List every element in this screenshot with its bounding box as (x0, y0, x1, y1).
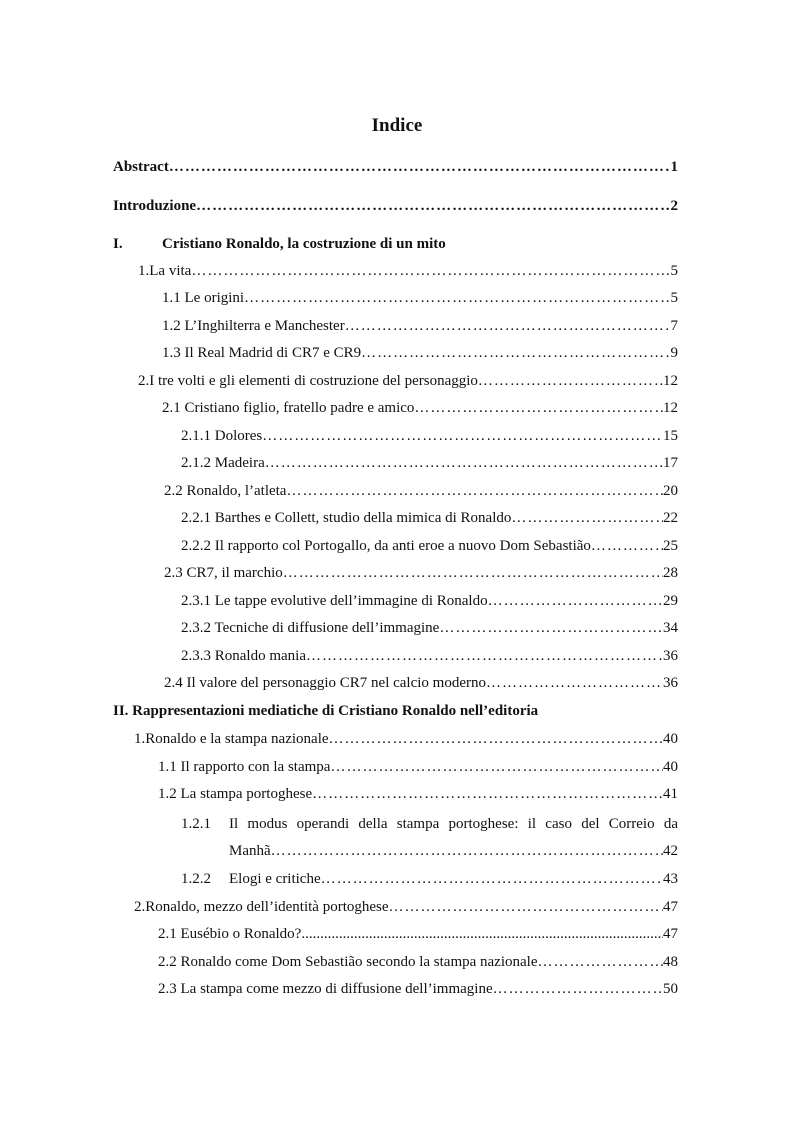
toc-leader (306, 646, 663, 666)
toc-page-number: 36 (663, 675, 678, 691)
toc-page-number: 15 (663, 428, 678, 444)
toc-entry-text: 1.2 La stampa portoghese (158, 786, 313, 802)
toc-leader (262, 426, 663, 446)
toc-entry-text: 1.2 L’Inghilterra e Manchester (162, 318, 345, 334)
toc-entry-number: 2. (134, 899, 146, 915)
toc-page-number: 12 (663, 400, 678, 416)
toc-entry-text: La vita (149, 263, 192, 279)
word: stampa (396, 816, 440, 832)
toc-leader (414, 398, 663, 418)
toc-entry-2-3-1[interactable] (181, 591, 678, 611)
toc-page-number: 12 (663, 373, 678, 389)
toc-entry-text: 2.1 Cristiano figlio, fratello padre e amico (162, 400, 415, 416)
toc-entry-1-1[interactable] (162, 288, 678, 308)
toc-entry-text: Elogi e critiche (229, 871, 321, 887)
toc-page-number: 9 (670, 345, 678, 361)
toc-leader (283, 563, 663, 583)
word: Il (229, 816, 239, 832)
toc-leader (301, 924, 663, 944)
toc-entry-2[interactable] (138, 371, 678, 391)
toc-entry-text: 1.1 Il rapporto con la stampa (158, 759, 331, 775)
toc-leader (286, 481, 663, 501)
toc-page-number: 2 (670, 198, 678, 214)
word: modus (247, 816, 288, 832)
toc-entry-text: 2.2.2 Il rapporto col Portogallo, da anti eroe a nuovo Dom Sebastião (181, 538, 591, 554)
chapter-1-number: I. (113, 236, 123, 252)
toc-entry-2-1[interactable] (162, 398, 678, 418)
toc-entry-text: 2.1 Eusébio o Ronaldo? (158, 926, 302, 942)
toc-leader (537, 952, 663, 972)
word: del (581, 816, 600, 832)
toc-entry-text: 2.3 La stampa come mezzo di diffusione dell’immagine (158, 981, 493, 997)
toc-entry-ii-1-2-2[interactable] (229, 869, 678, 889)
toc-entry-text: 2.3.3 Ronaldo mania (181, 648, 306, 664)
toc-leader (312, 784, 663, 804)
word: caso (545, 816, 572, 832)
toc-entry-2-3-2[interactable] (181, 618, 678, 638)
toc-entry-ii-1[interactable] (134, 729, 678, 749)
toc-page-number: 50 (663, 981, 678, 997)
toc-leader (493, 979, 663, 999)
toc-entry-number: 1. (134, 731, 146, 747)
toc-entry-text: 2.1.2 Madeira (181, 455, 265, 471)
toc-entry-ii-2[interactable] (134, 897, 678, 917)
toc-entry-1-3[interactable] (162, 343, 678, 363)
page-title: Indice (371, 115, 423, 136)
toc-page-number: 1 (670, 159, 678, 175)
toc-entry-text: Ronaldo, mezzo dell’identità portoghese (145, 899, 389, 915)
toc-entry-text: 2.3.2 Tecniche di diffusione dell’immagine (181, 620, 440, 636)
toc-page-number: 41 (663, 786, 678, 802)
toc-leader (478, 371, 663, 391)
toc-entry-introduzione[interactable] (113, 196, 678, 216)
toc-leader (330, 757, 663, 777)
toc-entry-2-3-3[interactable] (181, 646, 678, 666)
toc-entry-2-2-1[interactable] (181, 508, 678, 528)
toc-page-number: 22 (663, 510, 678, 526)
toc-entry-2-1-1[interactable] (181, 426, 678, 446)
toc-entry-2-1-2[interactable] (181, 453, 678, 473)
toc-entry-2-4[interactable] (164, 673, 678, 693)
toc-entry-1-2[interactable] (162, 316, 678, 336)
toc-page-number: 5 (670, 290, 678, 306)
toc-entry-text: 2.1.1 Dolores (181, 428, 263, 444)
toc-entry-number: 2. (138, 373, 150, 389)
toc-entry-text: 2.4 Il valore del personaggio CR7 nel calcio moderno (164, 675, 486, 691)
toc-entry-ii-1-2-1-line2[interactable] (229, 841, 678, 861)
toc-leader (271, 841, 663, 861)
toc-entry-ii-1-2-1-line1[interactable] (229, 814, 678, 834)
toc-page-number: 40 (663, 759, 678, 775)
word: della (358, 816, 388, 832)
chapter-2-heading[interactable]: II. Rappresentazioni mediatiche di Cristiano Ronaldo nell’editoria (113, 703, 539, 719)
toc-entry-text: 2.2 Ronaldo come Dom Sebastião secondo la stampa nazionale (158, 954, 538, 970)
toc-page-number: 48 (663, 954, 678, 970)
word: operandi (296, 816, 350, 832)
toc-page-number: 42 (663, 843, 678, 859)
toc-leader (321, 869, 663, 889)
toc-leader (488, 591, 663, 611)
toc-leader (191, 261, 670, 281)
toc-entry-text: Manhã (229, 843, 271, 859)
toc-page-number: 28 (663, 565, 678, 581)
toc-page-number: 36 (663, 648, 678, 664)
word: il (527, 816, 537, 832)
toc-entry-2-2[interactable] (164, 481, 678, 501)
toc-entry-ii-2-2[interactable] (158, 952, 678, 972)
toc-entry-text: Ronaldo e la stampa nazionale (145, 731, 329, 747)
toc-leader (591, 536, 663, 556)
toc-leader (265, 453, 663, 473)
toc-entry-ii-2-3[interactable] (158, 979, 678, 999)
toc-entry-2-3[interactable] (164, 563, 678, 583)
chapter-1-heading[interactable]: Cristiano Ronaldo, la costruzione di un mito (162, 236, 446, 252)
toc-entry-text: 2.3.1 Le tappe evolutive dell’immagine di Ronaldo (181, 593, 488, 609)
toc-page-number: 5 (670, 263, 678, 279)
toc-entry-text: 1.3 Il Real Madrid di CR7 e CR9 (162, 345, 362, 361)
toc-leader (486, 673, 663, 693)
toc-leader (389, 897, 663, 917)
toc-entry-ii-1-2[interactable] (158, 784, 678, 804)
toc-entry-1[interactable] (138, 261, 678, 281)
toc-page-number: 7 (670, 318, 678, 334)
toc-entry-abstract[interactable] (113, 157, 678, 177)
toc-page-number: 43 (663, 871, 678, 887)
toc-entry-text: Introduzione (113, 198, 197, 214)
word: da (663, 816, 678, 832)
toc-entry-text: I tre volti e gli elementi di costruzione del personaggio (149, 373, 478, 389)
toc-leader (244, 288, 670, 308)
toc-page-number: 40 (663, 731, 678, 747)
toc-entry-ii-2-1[interactable] (158, 924, 678, 944)
toc-entry-ii-1-1[interactable] (158, 757, 678, 777)
toc-leader (511, 508, 663, 528)
toc-page-number: 17 (663, 455, 678, 471)
toc-leader (169, 157, 671, 177)
toc-entry-2-2-2[interactable] (181, 536, 678, 556)
word: portoghese: (448, 816, 519, 832)
toc-page-number: 25 (663, 538, 678, 554)
toc-leader (361, 343, 670, 363)
toc-entry-text: Abstract (113, 159, 169, 175)
toc-page-number: 29 (663, 593, 678, 609)
toc-leader (329, 729, 663, 749)
toc-entry-text: 2.2 Ronaldo, l’atleta (164, 483, 287, 499)
toc-entry-text: 2.3 CR7, il marchio (164, 565, 283, 581)
toc-entry-number: 1.2.1 (181, 816, 211, 832)
toc-leader (345, 316, 671, 336)
word: Correio (608, 816, 655, 832)
toc-page-number: 47 (663, 926, 678, 942)
toc-page-number: 47 (663, 899, 678, 915)
toc-page-number: 34 (663, 620, 678, 636)
toc-entry-text: 2.2.1 Barthes e Collett, studio della mimica di Ronaldo (181, 510, 512, 526)
toc-leader (439, 618, 663, 638)
toc-entry-number: 1. (138, 263, 150, 279)
toc-entry-text: 1.1 Le origini (162, 290, 245, 306)
toc-page-number: 20 (663, 483, 678, 499)
toc-leader (196, 196, 670, 216)
toc-entry-number: 1.2.2 (181, 871, 211, 887)
